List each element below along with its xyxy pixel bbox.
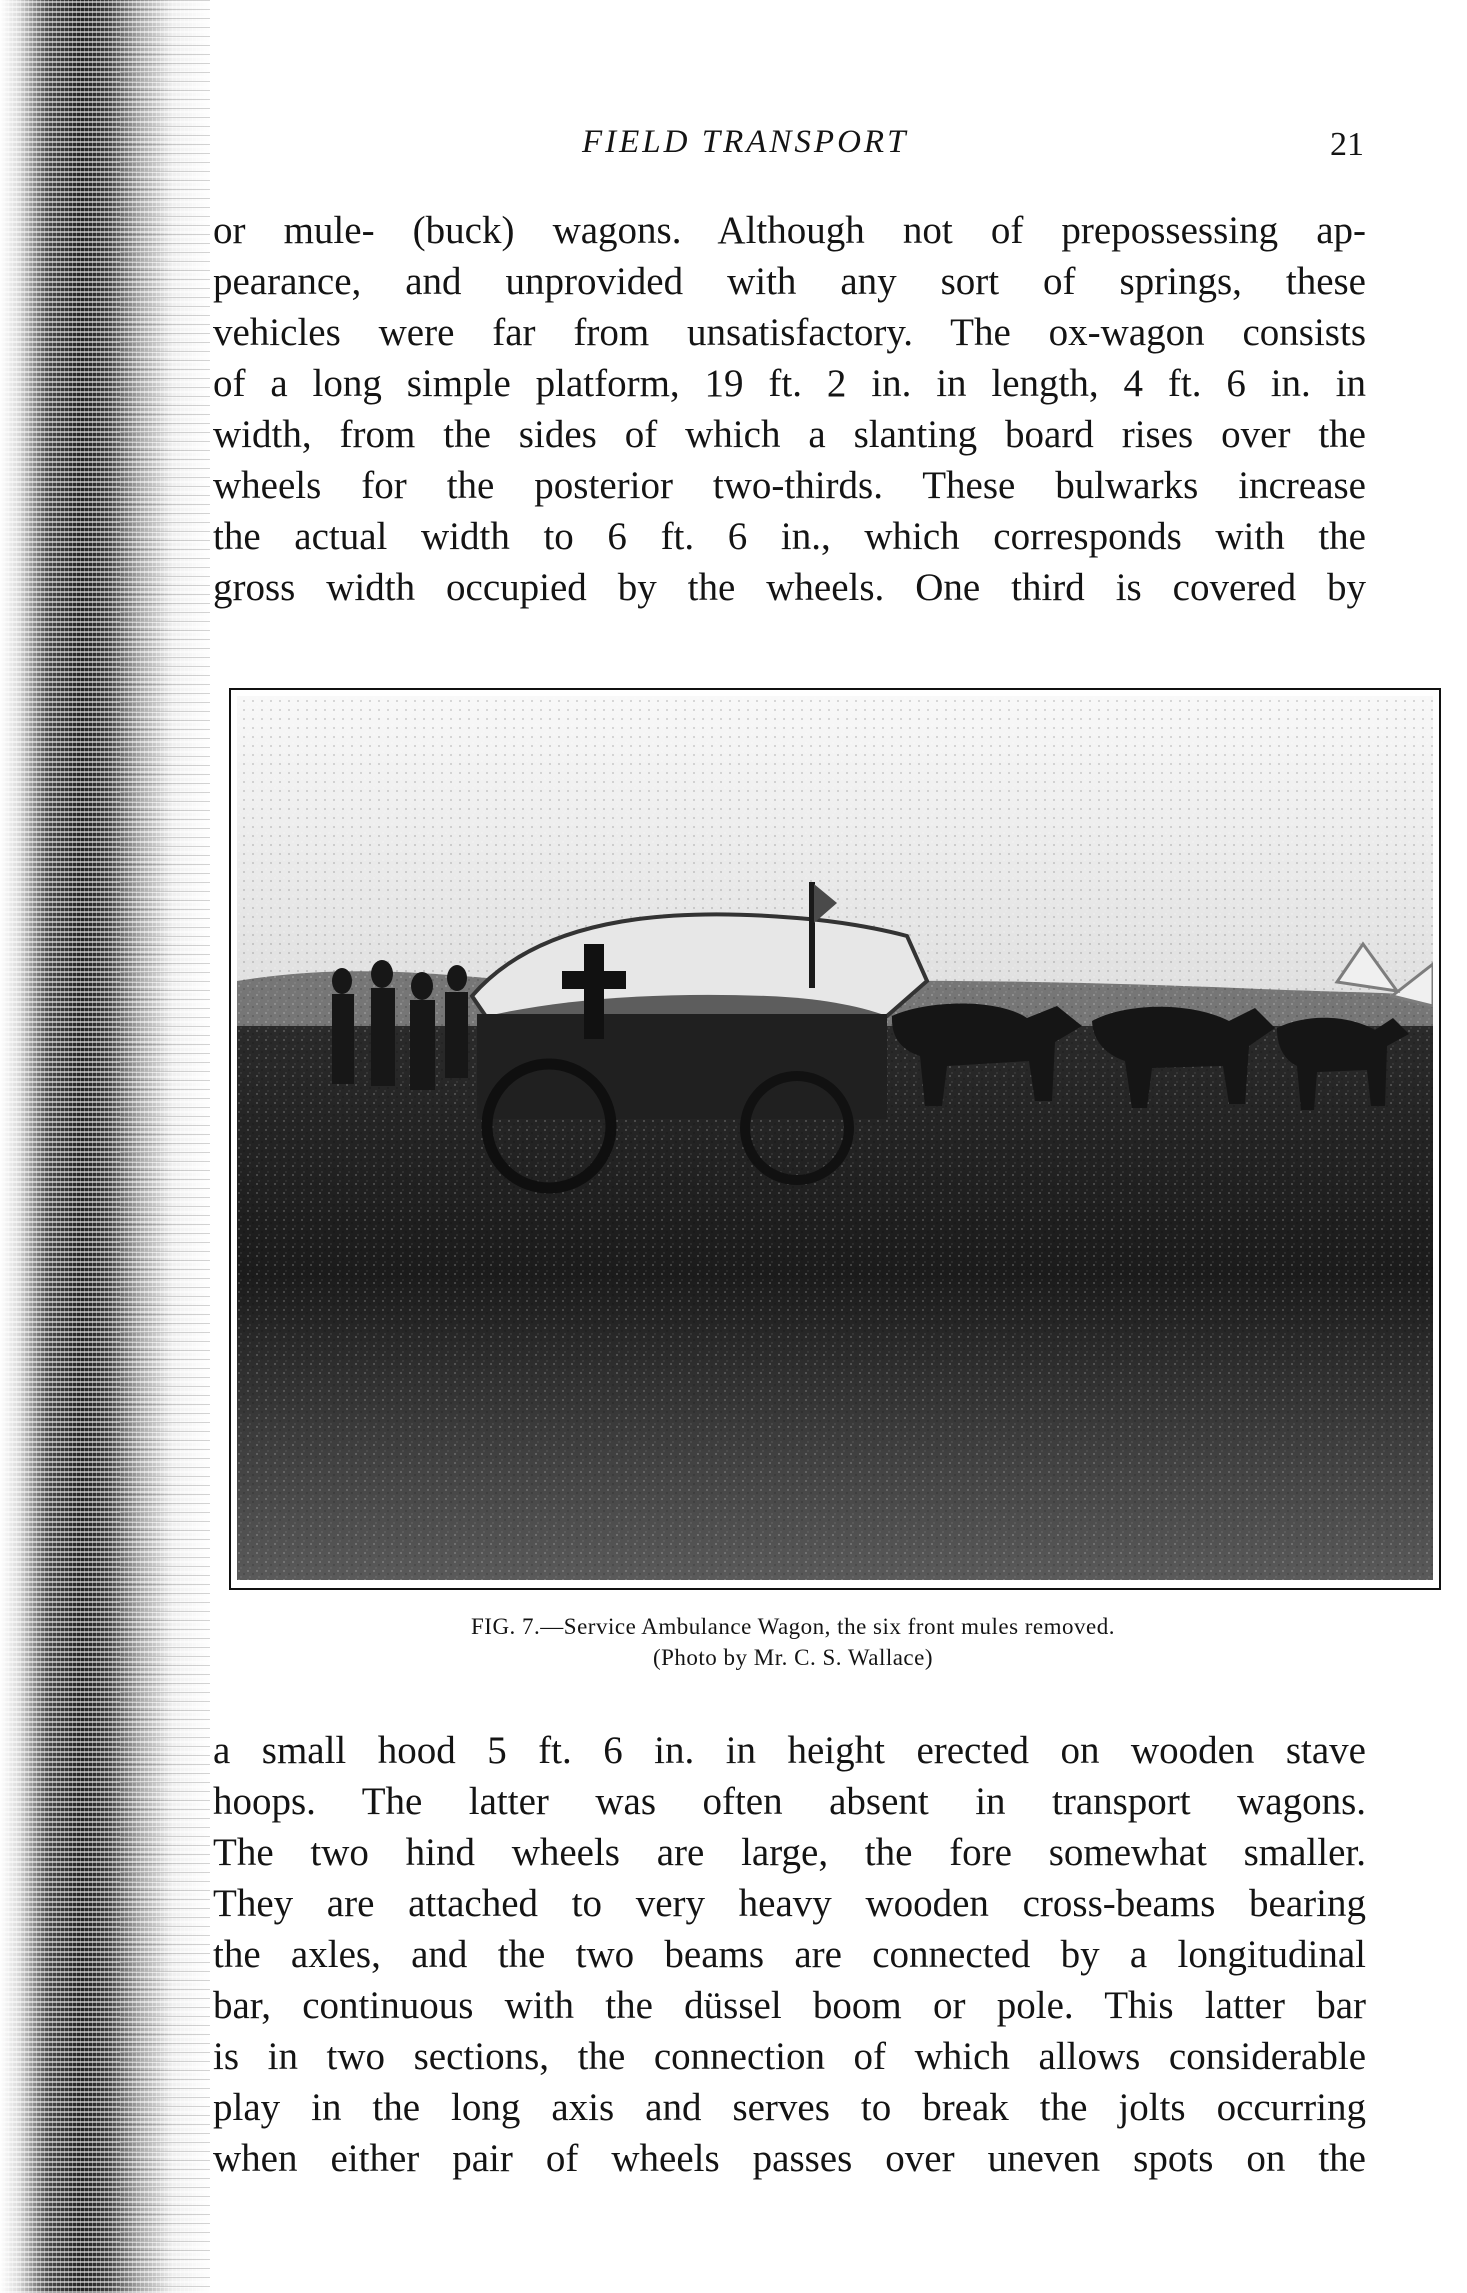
text-line: of a long simple platform, 19 ft. 2 in. in length, 4 ft. 6 in. in: [213, 362, 1366, 405]
text-line: pearance, and unprovided with any sort of springs, these: [213, 260, 1366, 303]
text-line: width, from the sides of which a slanting board rises over the: [213, 413, 1366, 456]
cross-mark: [562, 971, 626, 989]
photograph: [237, 696, 1433, 1580]
cross-mark: [584, 944, 604, 1039]
text-line: gross width occupied by the wheels. One third is covered by: [213, 566, 1366, 609]
photo-grain: [237, 696, 1433, 1580]
text-line: a small hood 5 ft. 6 in. in height erected on wooden stave: [213, 1729, 1366, 1772]
text-line: The two hind wheels are large, the fore somewhat smaller.: [213, 1831, 1366, 1874]
ambulance-wagon-figure: [229, 688, 1441, 1590]
text-line: when either pair of wheels passes over uneven spots on the: [213, 2137, 1366, 2180]
scan-shadow-edge: [0, 0, 210, 2293]
running-header: [214, 124, 1364, 178]
text-line: the axles, and the two beams are connected by a longitudinal: [213, 1933, 1366, 1976]
text-line: is in two sections, the connection of which allows considerable: [213, 2035, 1366, 2078]
figure-caption-line-2: (Photo by Mr. C. S. Wallace): [652, 1645, 934, 1670]
figure-caption-line-1: FIG. 7.—Service Ambulance Wagon, the six front mules removed.: [471, 1614, 1115, 1639]
top-paragraph: [213, 205, 1366, 613]
text-line: hoops. The latter was often absent in transport wagons.: [213, 1780, 1366, 1823]
page-number: 21: [1330, 126, 1364, 163]
ambulance-wagon-photo: [237, 696, 1433, 1580]
bottom-paragraph: [213, 1725, 1366, 2184]
text-line: the actual width to 6 ft. 6 in., which corresponds with the: [213, 515, 1366, 558]
text-line: or mule- (buck) wagons. Although not of prepossessing ap-: [213, 209, 1366, 252]
text-line: wheels for the posterior two-thirds. These bulwarks increase: [213, 464, 1366, 507]
text-line: vehicles were far from unsatisfactory. The ox-wagon consists: [213, 311, 1366, 354]
text-line: play in the long axis and serves to break the jolts occurring: [213, 2086, 1366, 2129]
text-line: They are attached to very heavy wooden cross-beams bearing: [213, 1882, 1366, 1925]
text-line: bar, continuous with the düssel boom or pole. This latter bar: [213, 1984, 1366, 2027]
running-head-title: FIELD TRANSPORT: [582, 124, 909, 160]
